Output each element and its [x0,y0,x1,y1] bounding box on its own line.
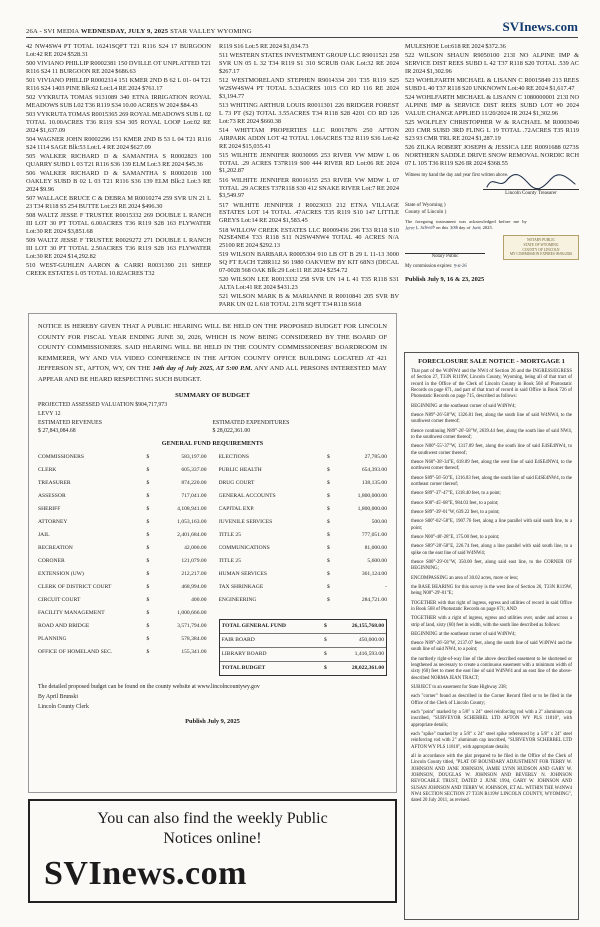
budget-intro-2: ANY AND ALL PERSONS INTERESTED MAY APPEAR AND BE HEARD RESPECTING SUCH BUDGET. [38,365,387,383]
budget-levy: LEVY 12 [38,411,61,418]
foreclosure-title: FORECLOSURE SALE NOTICE - MORTGAGE 1 [418,358,565,365]
fund-label: OFFICE OF HOMELAND SEC. [38,649,113,656]
fund-label: JUVENILE SERVICES [218,519,273,526]
fund-amount: 874,220.00 [181,480,207,487]
fund-row [220,620,387,634]
online-promo-line2: Notices online! [163,830,262,847]
fund-label: TREASURER [38,480,71,487]
budget-intro-1: NOTICE IS HEREBY GIVEN THAT A PUBLIC HEARING WILL BE HELD ON THE PROPOSED BUDGET FOR LINCOLN COUNTY FOR FISCAL YEAR ENDING JUNE 30, 2026, WHICH IS NOW BEING CONSIDERED BY THE BOARD OF COUNTY COMMISSIONERS. SAID HEARING WILL BE HELD IN THE COUNTY COMMISSIONERS' BOARDROOM IN KEMMERER, WY AND VIA VIDEO CONFERENCE IN THE AFTON COUNTY OFFICE BUILDING LOCATED AT 421 JEFFERSON ST., AFTON, WY, ON THE [38,323,387,373]
fund-label: TAX SHRINKAGE [218,584,264,591]
currency-symbol: $ [146,545,150,552]
tax-entry: 509 WALTZ JESSE F TRUSTEE R0029272 271 DOUBLE L RANCH III LOT 30 PT TOTAL 2.50ACRES T36 R119 S28 163 FLYWATER Lot:30 RE 2024 $14,292.82 [26,237,211,260]
fund-label: CORONER [38,558,65,565]
tax-entry: 516 WILHITE JENNIFER R0016155 253 RIVER VW MDW L 07 TOTAL .29 ACRES T37R118 S30 412 SNAKE RIVER Lot:7 RE 2024 $3,549.97 [219,176,399,200]
foreclosure-paragraph: thence S00°-02'-58"E, 1907.76 feet, along a line parallel with said south line, to a point; [411,519,572,531]
expenditures-amount: $ 28,022,361.00 [212,428,251,435]
ack-text-2c: , 2025. [480,224,493,230]
fund-label: TITLE 25 [218,558,242,565]
tax-entry: 501 VIVIANO PHILLIP R0002314 151 KMER 2ND B 62 L 01- 04 T21 R116 S24 1403 PINE Blk:62 Lot:L4 RE 2024 $761.17 [26,77,211,92]
fund-row [220,648,387,662]
fund-label: COMMUNICATIONS [218,545,270,552]
ack-handwritten-month: June [471,224,481,231]
fund-row [38,451,207,464]
tax-entry: 510 WEST-GUHLEN AARON & CARRI R0031390 211 SHEEP CREEK ESTATES L 05 TOTAL 10.82ACRES T32 [26,262,211,278]
notary-signature-wrap [405,243,485,260]
currency-symbol: $ [324,651,327,658]
tax-entry: 519 WILSON BARBARA R0005304 910 LB OT B 29 L 11-13 3000 SQ FT EACH T28R112 S6 1980 OAKVIEW BY KIT 68N3 (DECAL 07-0028 568 OAK Blk:29 Lot:11 RE 2024 $254.72 [219,251,399,275]
fund-row [38,620,207,633]
budget-intro-bold: 14th day of July 2025, AT 5:00 P.M. [152,365,253,373]
tax-entry: 523 WOHLFARTH MICHAEL & LISANN C R0015849 213 REES SUBD L 40 T37 R118 S20 UNKNOWN Lot:40 RE 2024 $1,617.47 [405,77,579,92]
fund-amount: 654,393.00 [361,467,387,474]
revenues-label: ESTIMATED REVENUES [38,420,102,427]
notary-label: Notary Public [431,254,459,259]
witness-line: Witness my hand the day and year first written above. [405,173,509,179]
foreclosure-paragraph: each "spike" marked by a 5/8" x 24" steel spike referenced by a 5/8" x 24" steel reinforcing rod with 2" aluminum cap inscribed, "SURVEYOR SCHERBEL LTD AFTON WY PLS 11810", with appropriate details; [411,732,572,750]
foreclosure-paragraph: thence S89°-39'-01"W, 639.22 feet, to a point; [411,509,500,515]
fund-row [38,555,207,568]
currency-symbol: $ [146,532,150,539]
currency-symbol: $ [327,467,330,474]
tax-entry: 508 WALTZ JESSE F TRUSTEE R0015332 269 DOUBLE L RANCH III LOT 30 PT TOTAL 6.00ACRES T36 R119 S28 163 FLYWATER Lot:30 RE 2024 $3,851.68 [26,212,211,236]
fund-amount: 121,079.00 [181,558,207,565]
fund-label: ASSESSOR [38,493,66,500]
budget-est-labels [38,420,387,426]
fund-row [220,634,387,648]
fund-amount: - [385,584,387,591]
fund-label: FACILITY MANAGEMENT [38,610,105,617]
budget-fund-left [38,451,207,676]
tax-entry: 526 ZILKA ROBERT JOSEPH & JESSICA LEE R0091688 0273S NORTHERN SADDLE DRIVE SNOW REMOVAL NORDIC RCH 07 L 105 T36 R119 S26 IR 2024 $368.55 [405,144,579,167]
currency-symbol: $ [146,480,150,487]
tax-entry: 506 WALKER RICHARD D & SAMANTHA S R0002018 100 OAKLEY SUBD B 02 L 03 T21 R116 S36 139 ELM Blk:2 Lot:3 RE 2024 $9.96 [26,170,211,194]
currency-symbol: $ [146,493,150,500]
budget-summary-title: SUMMARY OF BUDGET [175,392,250,400]
fund-amount: 28,022,361.00 [351,665,384,672]
fund-row [219,464,388,477]
ack-handwritten-day: 30th [449,224,458,231]
fund-row [38,477,207,490]
notary-signature-line [405,243,485,254]
commission-handwritten: 9-6-26 [453,264,467,270]
currency-symbol: $ [327,558,330,565]
currency-symbol: $ [327,571,330,578]
tax-entry: 522 WILSON SHAUN R9050100 213I NO ALPINE IMP & SERVICE DIST REES SUBD L 42 T37 R118 S20 TOTAL .539 AC IR 2024 $1,302.96 [405,52,579,75]
foreclosure-paragraph: BEGINNING at the southeast corner of said W4NW4; [411,631,516,637]
foreclosure-paragraph: thence continuing N89°-26'-58"W, 2639.44 feet, along the south line of said NW4, to the southwest corner thereof; [411,428,572,440]
currency-symbol: $ [327,519,330,526]
tax-entry: 513 WHITING ARTHUR LOUIS R0011301 226 BRIDGER FOREST L 73 PT (S2) TOTAL 3.55ACRES T34 R118 S28 4201 CO RD 126 Lot:73 RE 2024 $660.38 [219,102,399,125]
fund-label: LIBRARY BOARD [221,651,267,658]
fund-amount: 361,124.00 [361,571,387,578]
treasurer-title: Lincoln County Treasurer [505,190,557,196]
currency-symbol: $ [327,545,330,552]
county-line: County of Lincoln ) [405,209,447,216]
fund-row [38,568,207,581]
fund-label: JAIL [38,532,50,539]
foreclosure-paragraph: thence S00°-29'-01"W, 350.00 feet, along said east line, to the CORNER OF BEGINNING; [411,559,572,572]
foreclosure-paragraph: each "point" marked by a 5/8" x 24" steel reinforcing rod with a 2" aluminum cap inscribed, "SURVEYOR SCHERBEL LTD AFTON WY PLS 11810", with appropriate details; [411,710,572,728]
fund-row [38,633,207,646]
notary-stamp [503,235,579,260]
stamp-line: COUNTY OF LINCOLN [522,247,560,252]
budget-gfr-title: GENERAL FUND REQUIREMENTS [161,440,264,448]
state-county-block [405,202,579,216]
fund-amount: 717,041.00 [181,493,207,500]
foreclosure-paragraph: all in accordance with the plat prepared to be filed in the Office of the Clerk of Lincoln County titled, "PLAT OF BOUNDARY ADJUSTMENT FOR TERRY W. JOHNSON AND JANE JOHNSON, JAMIE LYNN HUDSON AND GARY W. JOHNSON, DOUGLAS W. JOHNSON AND BEVERLY N. JOHNSON REVOCABLE TRUST, DATED 2 JUNE 1994, GARY W. JOHNSON AND SUSAN JOHNSON AND TERRY W. JOHNSON, ET AL. WITHIN THE W4NW4 NW4 SECTION SECTION 27 T33N R119W LINCOLN COUNTY, WYOMING", dated 20 July 2011, as revised. [411,754,572,804]
acknowledgment [405,219,527,231]
fund-label: DRUG COURT [218,480,255,487]
tax-entry: 42 NW4SW4 PT TOTAL 16241SQFT T21 R116 S24 17 BURGOON Lot:42 RE 2024 $528.31 [26,43,211,58]
fund-label: TOTAL GENERAL FUND [221,623,286,630]
ack-text-2a: on this [435,224,449,230]
foreclosure-paragraph: thence S89°-56'-50"E, 1316.83 feet, along the south line of said E4SE4NW4, to the northeast corner thereof; [411,475,572,487]
currency-symbol: $ [146,610,150,617]
fund-label: ATTORNEY [38,519,68,526]
fund-label: HUMAN SERVICES [218,571,268,578]
tax-entry: 500 VIVIANO PHILLIP R0002381 150 DVILLE OT UNPLATTED T21 R116 S24 11 BURGOON RE 2024 $686.63 [26,60,211,75]
foreclosure-paragraph: thence N89°-26'-58"W, 1326.81 feet, along the south line of said W4NW4, to the southwest corner thereof; [411,412,572,425]
fund-amount: 450,000.00 [358,637,384,644]
foreclosure-paragraph: BEGINNING at the southeast corner of said W4NW4; [411,403,516,409]
fund-amount: 1,416,593.00 [354,651,384,658]
fund-label: CLERK OF DISTRICT COURT [38,584,112,591]
fund-amount: 578,384.00 [181,636,207,643]
budget-notice [28,313,397,793]
fund-label: CAPITAL EXP. [218,506,255,513]
fund-label: GENERAL ACCOUNTS [218,493,276,500]
currency-symbol: $ [146,506,150,513]
tax-entry: 525 WOLFLEY CHRISTOPHER W & RACHAEL M R0003046 203 CMR SUBD 3RD FLING L 19 TOTAL .72ACRES T35 R119 S23 93 CMR TRL RE 2024 $1,287.19 [405,119,579,142]
foreclosure-body [411,369,572,805]
ack-text-1: The foregoing instrument was acknowledged before me by [405,218,527,224]
tax-entry: 521 WILSON MARK B & MARIANNE R R0010841 205 SVR BV PARK UN 02 L 618 TOTAL 2178 SQFT T34 R118 S618 [219,293,399,309]
fund-label: EXTENSION (UW) [38,571,84,578]
budget-intro [38,322,387,385]
commission-label: My commission expires: [405,264,453,270]
fund-row [219,503,388,516]
commission-line [405,264,579,270]
fund-row [219,516,388,529]
tax-entry: MULESHOE Lot:618 RE 2024 $372.36 [405,43,506,50]
tax-entry: 507 WALLACE BRUCE C & DEBRA M R0010274 259 SVR UN 21 L 23 T34 R118 S5 254 BUTTE Lot:23 RE 2024 $496.30 [26,195,211,211]
foreclosure-paragraph: TOGETHER with that right of ingress, egress and utilities of record in said Office in Book 568 of Photostatic Records on page 671; AND [411,600,572,612]
fund-label: CIRCUIT COURT [38,597,81,604]
online-promo-box [28,799,397,903]
foreclosure-paragraph: thence N60°-38'-34"E, 618.89 feet, along the west line of said E4SE4NW4, to the northwest corner thereof; [411,459,572,472]
tax-entry: 524 WOHLFARTH MICHAEL & LISANN C 1080000001 213I NO ALPINE IMP & SERVICE DIST REES SUBD LOT #0 2024 VALUE CHANGE APPLIED 11/20/2024 IR 2024 $1,302.96 [405,94,579,117]
foreclosure-paragraph: thence N00°-40'-28"E, 175.00 feet, to a point; [411,534,500,540]
currency-symbol: $ [146,467,150,474]
foreclosure-paragraph: thence S89°-37'-47"E, 1318.40 feet, to a point; [411,491,501,497]
signature-wrap [483,172,579,198]
tax-entry: 520 WILSON LEE R0013332 258 SVR UN 14 L 41 T35 R118 S31 ALTA Lot:41 RE 2024 $431.23 [219,276,399,292]
fund-amount: 500.00 [371,519,387,526]
fund-row [38,529,207,542]
currency-symbol: $ [146,649,150,656]
fund-row [219,581,388,594]
fund-row [219,568,388,581]
fund-amount: 468,994.00 [181,584,207,591]
foreclosure-paragraph: thence S89°-28'-58"E, 226.74 feet, along a line parallel with said south line, to a spike on the east line of said W4NW4; [411,544,572,556]
fund-row [220,662,387,675]
fund-label: TITLE 25 [218,532,242,539]
online-promo-line1: You can also find the weekly Public [97,810,328,827]
fund-label: ELECTIONS [218,454,249,461]
fund-amount: 212,217.00 [181,571,207,578]
fund-label: FAIR BOARD [221,637,255,644]
foreclosure-notice [404,352,579,920]
currency-symbol: $ [324,665,327,672]
revenues-amount: $ 27,843,084.68 [38,428,76,435]
fund-amount: 26,155,768.00 [351,623,384,630]
fund-label: PUBLIC HEALTH [218,467,262,474]
online-promo-text [44,809,381,849]
fund-amount: 3,571,794.00 [177,623,207,630]
fund-amount: 4,108,941.00 [177,506,207,513]
fund-row [219,542,388,555]
publish-line-budget: Publish July 9, 2025 [185,718,240,726]
currency-symbol: $ [324,637,327,644]
currency-symbol: $ [327,480,330,487]
tax-entry: 502 VYKRUTA TOMAS 9131089 340 ETNA IRRIGATION ROYAL MEADOWS SUB L02 T36 R119 S34 10.00 ACRES W 2024 $84.43 [26,94,211,110]
foreclosure-paragraph: That part of the W4NW4 and the NW4 of Section 26 and the INGRESS/EGRESS of Section 27, T33N R119W, Lincoln County, Wyoming, being all of that tract of record in the Office of the Clerk of Lincoln County in Book 568 of Photostatic Records on page 671, and part of that tract of record in said Office in Book 726 of Photostatic Records on page 715, described as follows: [411,369,572,400]
masthead-left [26,28,252,35]
fund-amount: 1,800,000.00 [357,493,387,500]
masthead-rule [26,37,578,38]
foreclosure-paragraph: the BASE BEARING for this survey is the west line of Section 26, T33N R119W, being N00°-29'-01"E; [411,584,572,597]
masthead-date: WEDNESDAY, JULY 9, 2025 [80,28,171,35]
fund-amount: 81,000.00 [364,545,387,552]
fund-row [38,581,207,594]
foreclosure-paragraph: each "corner" found as described in the Corner Record filed or to be filed in the Office of the Clerk of Lincoln County; [411,694,572,706]
fund-label: CLERK [38,467,57,474]
fund-row [38,542,207,555]
fund-label: ROAD AND BRIDGE [38,623,90,630]
budget-fund-right [219,451,388,607]
tax-entry: 511 WESTERN STATES INVESTMENT GROUP LLC R9011521 258 SVR UN 05 L 32 T34 R119 S1 310 SCRUB OAK Lot:32 RE 2024 $267.17 [219,52,399,75]
fund-row [38,594,207,607]
currency-symbol: $ [146,519,150,526]
fund-row [38,464,207,477]
foreclosure-paragraph: ENCOMPASSING an area of 30.02 acres, more or less; [411,575,519,581]
budget-by-line: By April Brunski [38,694,78,701]
currency-symbol: $ [327,506,330,513]
online-promo-site: SVInews.com [44,855,247,892]
fund-label: ENGINEERING [218,597,257,604]
state-line: State of Wyoming ) [405,202,446,209]
currency-symbol: $ [327,584,330,591]
tax-entry: 514 WHITTAM PROPERTIES LLC R0017876 250 AFTON AIRPARK ADDN LOT 42 TOTAL 1.06ACRES T32 R119 S36 Lot:42 RE 2024 $15,035.41 [219,126,399,150]
fund-label: PLANNING [38,636,67,643]
tax-col-1 [26,43,211,279]
fund-amount: 400.00 [191,597,207,604]
budget-clerk-line: Lincoln County Clerk [38,704,89,711]
currency-symbol: $ [324,623,327,630]
fund-label: TOTAL BUDGET [221,665,266,672]
fund-amount: 777,051.00 [361,532,387,539]
currency-symbol: $ [146,584,150,591]
tax-entry: 512 WESTMORELAND STEPHEN R9014334 201 T35 R119 S25 W2SW4SW4 PT TOTAL 5.33ACRES 1015 CO RD 116 RE 2024 $3,194.77 [219,77,399,100]
tax-entry: 504 WAGNER JOHN R0002296 151 KMER 2ND B 53 L 04 T21 R116 S24 1114 SAGE Blk:53 Lot:L 4 RE 2024 $627.09 [26,136,211,152]
stamp-line: NOTARY PUBLIC [526,237,556,242]
fund-row [38,516,207,529]
fund-amount: 1,053,163.00 [177,519,207,526]
fund-amount: 583,197.00 [181,454,207,461]
masthead-region: STAR VALLEY WYOMING [170,28,252,35]
masthead [26,21,578,35]
fund-amount: 5,600.00 [367,558,387,565]
foreclosure-paragraph: thence S00°-45'-08"E, 984.03 feet, to a point; [411,500,499,506]
fund-label: SHERIFF [38,506,61,513]
budget-totals-box [219,619,388,676]
budget-valuation: PROJECTED ASSESSED VALUATION $904,717,973 [38,402,168,409]
fund-row [219,490,388,503]
budget-fund-table [38,451,387,676]
page-label: 26A - SVI MEDIA [26,28,81,35]
currency-symbol: $ [146,597,150,604]
fund-amount: 1,000,666.00 [177,610,207,617]
fund-amount: 42,000.00 [184,545,207,552]
fund-label: COMMISSIONERS [38,454,85,461]
fund-amount: 284,721.00 [361,597,387,604]
treasurer-block [405,173,579,284]
budget-footer: The detailed proposed budget can be found on the county website at www.lincolncountywy.gov [38,684,260,691]
fund-row [219,529,388,542]
masthead-site: SVInews.com [502,19,578,34]
stamp-line: MY COMMISSION EXPIRES 09/06/2026 [509,252,573,257]
fund-row [219,451,388,464]
fund-amount: 605,337.00 [181,467,207,474]
budget-fund-right-wrap [219,451,388,676]
fund-amount: 155,341.00 [181,649,207,656]
expenditures-label: ESTIMATED EXPENDITURES [212,420,290,427]
tax-col-2 [219,43,399,311]
fund-row [219,555,388,568]
ack-handwritten-name: Jerre L. Schwab [404,224,435,231]
fund-label: RECREATION [38,545,73,552]
foreclosure-paragraph: the northerly right-of-way line of the above described easement to be shortened or lengthened as necessary to create a continuous easement with a minimum width of sixty (60) feet to meet the east line of said W4NW4 and an east line of the above-described NORMA JEAN TRACT; [411,656,572,681]
currency-symbol: $ [146,636,150,643]
fund-amount: 1,800,000.00 [357,506,387,513]
fund-row [219,594,388,607]
fund-row [38,503,207,516]
stamp-line: STATE OF WYOMING [523,242,559,247]
tax-entry: 515 WILHITE JENNIFER R0030095 253 RIVER VW MDW L 06 TOTAL .29 ACRES T37R119 S00 444 RIVER RD Lot:06 RE 2024 $1,202.87 [219,151,399,175]
budget-est-amounts [38,428,387,434]
foreclosure-paragraph: TOGETHER with a right of ingress, egress and utilities over, under and across a strip of land, sixty (60) feet in width, with the south line described as follows: [411,616,572,628]
tax-entry: 518 WILLOW CREEK ESTATES LLC R0009436 296 T33 R118 S10 N2SE4NE4 T33 R118 S11 N2SW4NW4 TOTAL 40 ACRES N/A 25100 RE 2024 $292.13 [219,226,399,250]
fund-row [219,477,388,490]
tax-entry: R119 S16 Lot:5 RE 2024 $1,034.73 [219,43,309,50]
currency-symbol: $ [327,597,330,604]
currency-symbol: $ [327,493,330,500]
foreclosure-paragraph: SUBJECT to an easement for State Highway 238; [411,685,507,691]
tax-col-3-wrap [405,43,579,285]
tax-entry: 503 VYKRUTA TOMAS R0015365 269 ROYAL MEADOWS SUB L 02 TOTAL 10.00ACRES T36 R119 S34 305 ROYAL LOOP Lot:02 RE 2024 $1,637.09 [26,111,211,134]
currency-symbol: $ [146,623,150,630]
publish-line-tax: Publish July 9, 16 & 23, 2025 [405,276,485,284]
currency-symbol: $ [327,532,330,539]
treasurer-signature-icon [483,172,579,192]
fund-amount: 2,401,684.00 [177,532,207,539]
fund-amount: 138,135.00 [361,480,387,487]
fund-amount: 27,785.00 [364,454,387,461]
tax-col-3 [405,43,579,167]
fund-row [38,607,207,620]
fund-row [38,646,207,659]
foreclosure-paragraph: thence N00°-55'-37"W, 1317.89 feet, along the south line of said E4SE4NW4, to the southwest corner thereof; [411,444,572,456]
notary-row [405,235,579,260]
ack-text-2b: day of [458,224,471,230]
tax-entry: 505 WALKER RICHARD D & SAMANTHA S R0002823 100 QUARRY SUBD L 03 T21 R116 S36 139 ELM Lot:3 RE 2024 $45.36 [26,153,211,169]
currency-symbol: $ [327,454,330,461]
tax-entry: 517 WILHITE JENNIFER J R0023033 212 ETNA VILLAGE ESTATES LOT 14 TOTAL .47ACRES T35 R119 S10 147 LITTLE GREYS Lot:14 RE 2024 $1,583.45 [219,201,399,225]
fund-row [38,490,207,503]
currency-symbol: $ [146,558,150,565]
foreclosure-paragraph: thence N89°-26'-58"W, 2137.07 feet, along the south line of said W4NW4 and the south line of said NW4, to a point; [411,641,572,653]
currency-symbol: $ [146,571,150,578]
currency-symbol: $ [146,454,150,461]
